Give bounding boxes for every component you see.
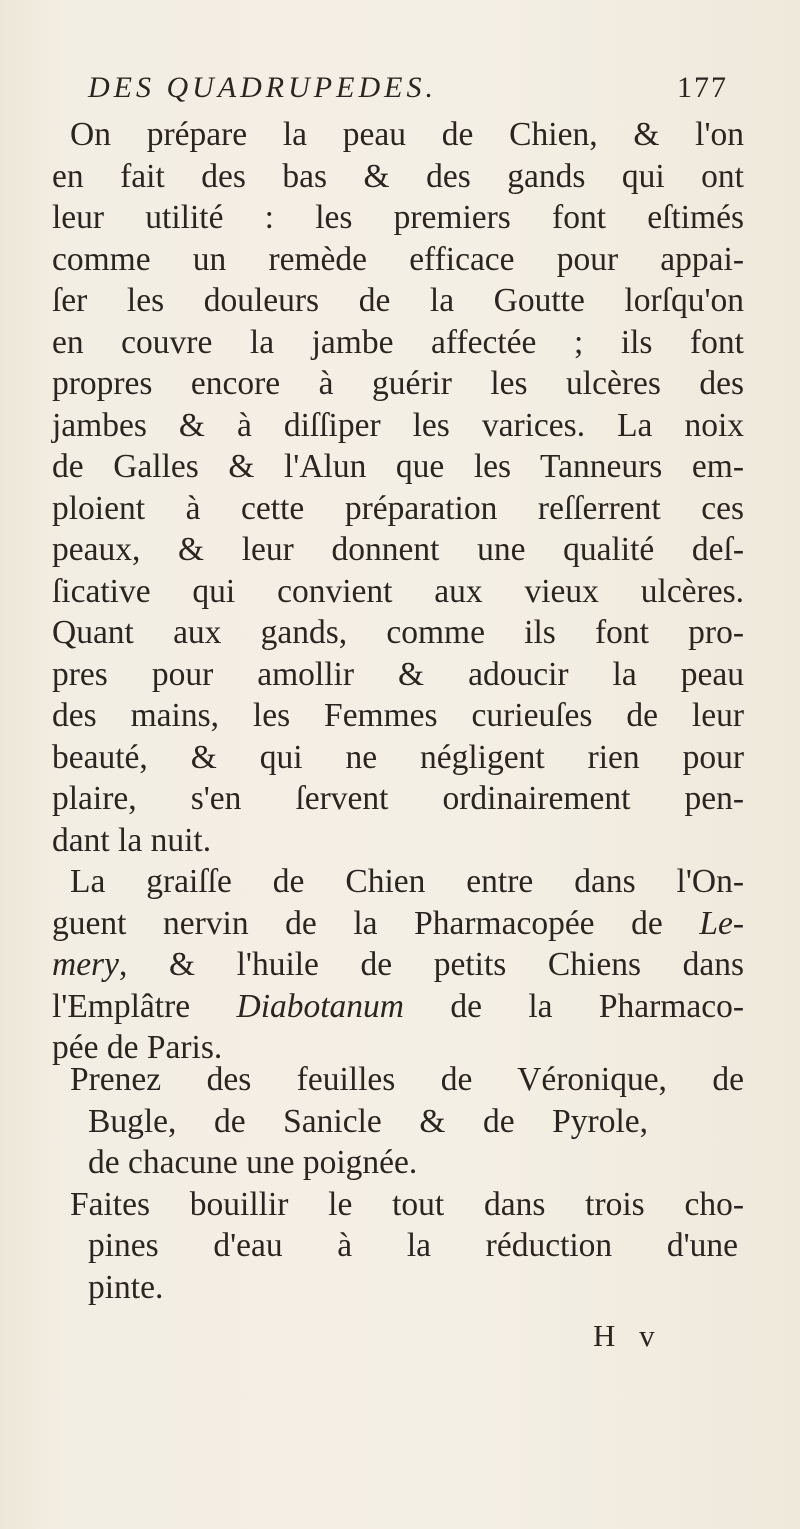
text-line: On prépare la peau de Chien, & l'on (70, 116, 744, 153)
recipe-line: Faites bouillir le tout dans trois cho- (70, 1185, 744, 1223)
recipe-block (52, 1060, 744, 1309)
text-line: en fait des bas & des gands qui ont (52, 157, 744, 195)
text-line: peaux, & leur donnent une qualité deſ- (52, 531, 744, 568)
text-line: comme un remède efficace pour appai- (52, 240, 744, 278)
text-line: ſer les douleurs de la Goutte lorſqu'on (52, 282, 744, 319)
signature-mark: H v (593, 1318, 663, 1353)
italic-name: Le- (699, 904, 744, 942)
recipe-line: Prenez des feuilles de Véronique, de (70, 1061, 744, 1098)
recipe-line: de chacune une poignée. (88, 1144, 418, 1181)
recipe-line: pinte. (88, 1268, 164, 1306)
text-line: leur utilité : les premiers font eſtimés (52, 199, 744, 236)
paragraph-dog-fat (52, 861, 744, 1069)
text-span: guent nervin de la Pharmacopée de (52, 904, 700, 942)
text-line: des mains, les Femmes curieuſes de leur (52, 697, 744, 734)
running-head: DES QUADRUPEDES. (88, 71, 437, 104)
text-line: ploient à cette préparation reſſerrent ces (52, 489, 744, 527)
text-line: La graiſſe de Chien entre dans l'On- (70, 863, 744, 900)
text-line: ſicative qui convient aux vieux ulcères. (52, 572, 744, 610)
text-line: beauté, & qui ne négligent rien pour (52, 738, 744, 776)
text-line (52, 944, 744, 986)
paragraph-dog-skin (52, 114, 744, 861)
italic-title: Diabotanum (236, 987, 404, 1025)
text-line: de Galles & l'Alun que les Tanneurs em- (52, 448, 744, 485)
text-line (52, 986, 744, 1028)
text-span: de la Pharmaco- (404, 987, 745, 1025)
text-line: pée de Paris. (52, 1029, 223, 1066)
text-line: jambes & à diſſiper les varices. La noix (52, 406, 744, 444)
text-line: plaire, s'en ſervent ordinairement pen- (52, 780, 744, 817)
text-line (52, 903, 744, 945)
text-span: , & l'huile de petits Chiens dans (118, 946, 744, 983)
page-header (88, 68, 728, 112)
text-line: en couvre la jambe affectée ; ils font (52, 323, 744, 361)
text-line: dant la nuit. (52, 821, 212, 859)
recipe-line: Bugle, de Sanicle & de Pyrole, (88, 1102, 648, 1140)
text-span: l'Emplâtre (52, 987, 237, 1025)
recipe-line: pines d'eau à la réduction d'une (88, 1227, 738, 1264)
text-line: Quant aux gands, comme ils font pro- (52, 614, 744, 651)
text-line: pres pour amollir & adoucir la peau (52, 655, 744, 693)
text-line: propres encore à guérir les ulcères des (52, 365, 744, 402)
italic-name: mery (52, 946, 119, 983)
page-number: 177 (677, 71, 728, 104)
main-text (52, 114, 744, 1069)
